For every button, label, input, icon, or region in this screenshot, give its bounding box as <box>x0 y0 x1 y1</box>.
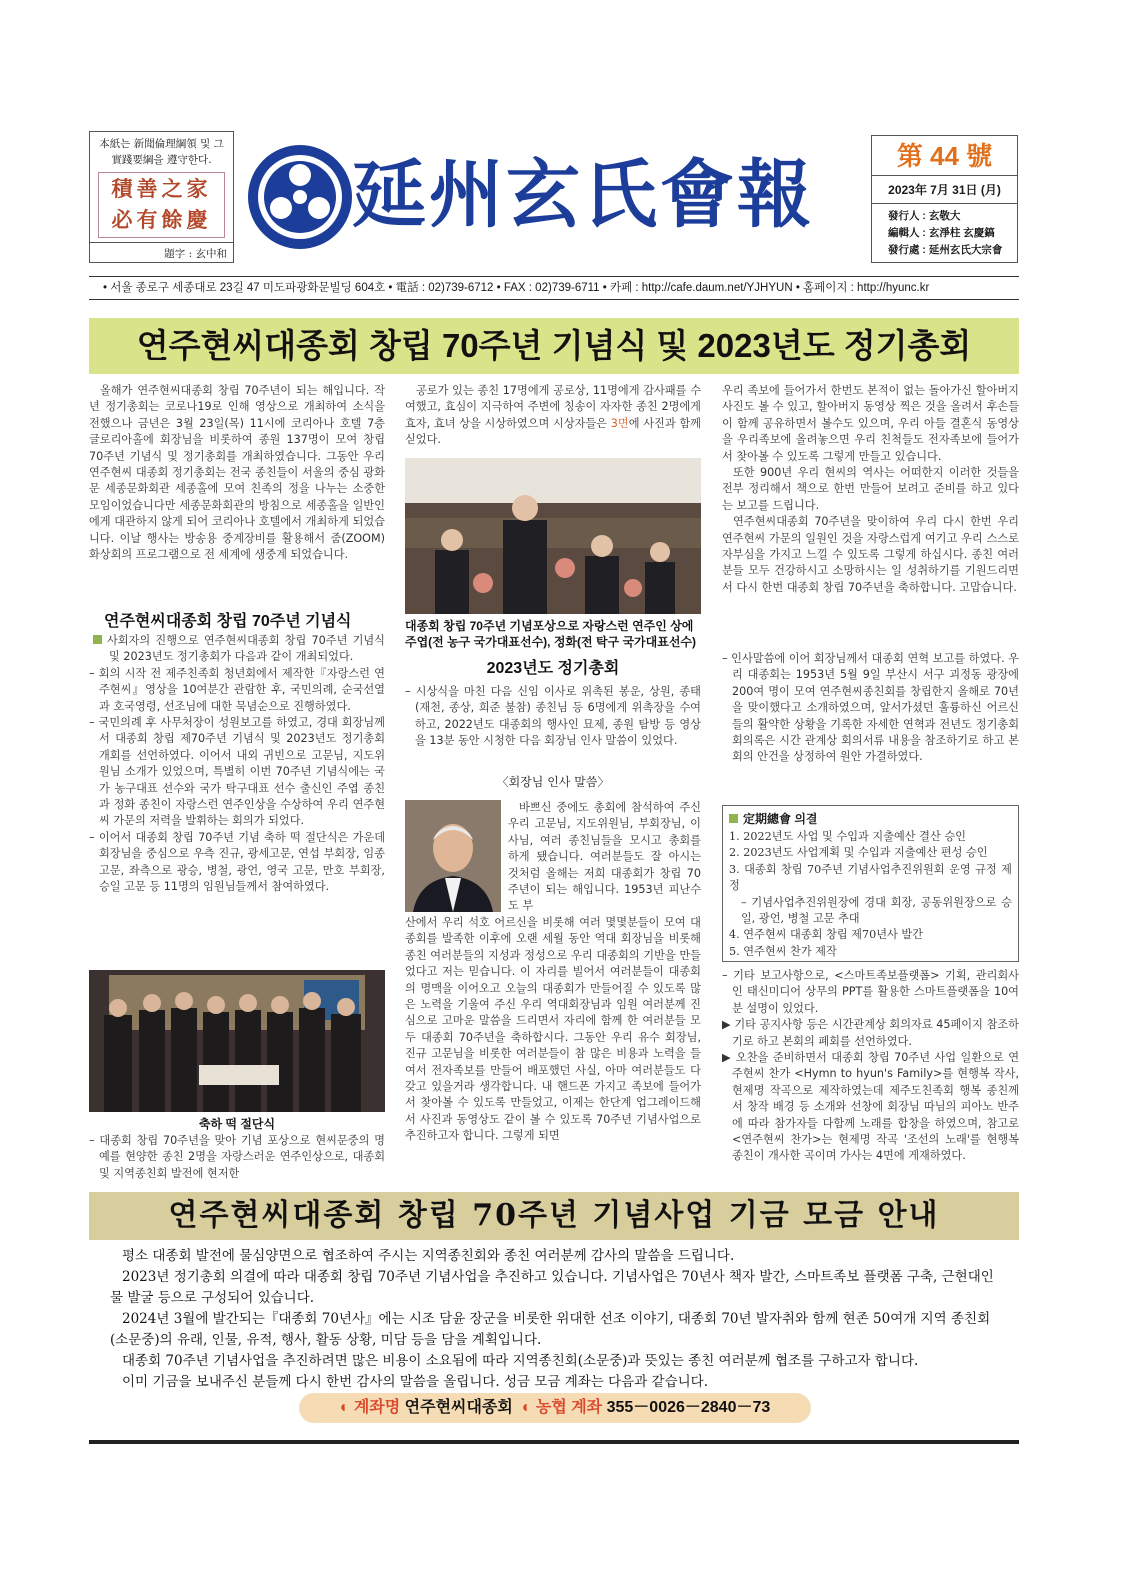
bottom-divider <box>89 1440 1019 1444</box>
closing-paragraph: 연주현씨대종회 70주년을 맞이하여 우리 다시 한번 우리 연주현씨 가문의 일원인 것을 자랑스럽게 여기고 우리 스스로 자부심을 가지고 느낄 수 있도록 그렇게 하십시다. 종친 여러분들 모두 건강하시고 소망하시는 일 성취하기를 기원드리면서 다시 한번 대종회 창립 70주년을 축하합니다. 고맙습니다. <box>722 515 1019 594</box>
issue-date: 2023年 7月 31日 (月) <box>872 176 1017 204</box>
column-1-intro <box>89 383 385 563</box>
calligraphy-box <box>98 172 225 238</box>
list-item: 2. 2023년도 사업계획 및 수입과 지출예산 편성 승인 <box>729 846 988 860</box>
history-report <box>722 651 1019 766</box>
column-1-tail <box>89 1133 385 1182</box>
staff-list <box>872 204 1017 259</box>
account-bank-label: ◐ 농협 계좌 <box>521 1399 603 1416</box>
award-paragraph: 공로가 있는 종친 17명에게 공로상, 11명에게 감사패를 수여했고, 효심이 지극하여 주변에 칭송이 자자한 종친 2명에게 효자, 효녀 상을 시상하였으며 시상자들은 3면에 사진과 함께 싣었다. <box>405 384 701 447</box>
fund-headline: 연주현씨대종회 창립 70주년 기념사업 기금 모금 안내 <box>89 1192 1019 1240</box>
bullet-square-icon <box>93 635 102 644</box>
intro-paragraph: 올해가 연주현씨대종회 창립 70주년이 되는 해입니다. 작년 정기총회는 코로나19로 인해 영상으로 개최하여 소식을 전했으나 금년은 3월 23일(목) 11시에 코리아나 호텔 7층 글로리아홀에 회장님을 비롯하여 종원 137명이 모여 창립 70주년 기념식 및 정기총회를 개최하였습니다. 그동안 우리 연주현씨 대종회 정기총회는 전국 종친들이 서울의 중심 광화문 세종문화회관 세종홀에 모여 친족의 정을 나누는 소중한 모임이었습니다만 세종문화회관의 방침으로 세종홀을 일반인에게 대관하지 않게 되어 코리아나 호텔에서 개최하게 되었습니다. 이날 행사는 방송용 중계장비를 활용해서 줌(ZOOM) 화상회의 프로그램으로 전 세계에 생중계 되었습니다. <box>89 384 385 562</box>
fund-paragraph: 대종회 70주년 기념사업을 추진하려면 많은 비용이 소요됨에 따라 지역종친회(소문중)과 뜻있는 종친 여러분께 협조를 구하고자 합니다. <box>122 1353 919 1369</box>
account-name: 연주현씨대종회 <box>404 1399 513 1416</box>
calligraphy-credit: 題字 : 玄中和 <box>90 242 233 261</box>
masthead-left-box <box>89 131 234 263</box>
general-meeting-subhead: 2023년도 정기총회 <box>486 660 620 677</box>
clan-logo <box>245 142 355 252</box>
award-photo-caption: 대종회 창립 70주년 기념포상으로 자랑스런 연주인 상에 주엽(전 농구 국가대표선수), 정화(전 탁구 국가대표선수) <box>405 619 697 649</box>
editor: 編輯人 : 玄淨柱 玄慶鎬 <box>888 227 995 239</box>
calligraphy-line-2: 必有餘慶 <box>111 207 212 232</box>
list-item: ▶ 오찬을 준비하면서 대종회 창립 70주년 사업 일환으로 연주현씨 찬가 <Hymn to hyun's Family>를 현행복 작사, 현제명 작곡으로 제작하였는데 제주도친족회 행복 종친께서 창작 배경 등 소개와 선창에 회장님 따님의 피아노 반주에 따라 참가자들 다함께 노래를 합창을 하였으며, 참고로 <연주현씨 찬가>는 현제명 작곡 '조선의 노래'를 현행복 종친이 개사한 곡이며 가사는 4면에 게재하였다. <box>722 1051 1019 1163</box>
newspaper-title: 延州玄氏會報 <box>352 152 814 238</box>
president-portrait-illustration <box>405 800 501 912</box>
greeting-side-text: 바쁘신 중에도 총회에 참석하여 주신 우리 고문님, 지도위원님, 부회장님, 이사님, 여러 종친님들을 모시고 총회를 하게 됐습니다. 여러분들도 잘 아시는 것처럼 올해는 저희 대종회가 창립 70주년이 되는 해입니다. 1953년 피난수도 부 <box>508 801 701 913</box>
column-2-top <box>405 383 701 449</box>
list-item: 4. 연주현씨 대종회 창립 제70년사 발간 <box>729 928 923 942</box>
column-3-bottom <box>722 968 1019 1165</box>
president-portrait <box>405 800 501 912</box>
fund-paragraph: 이미 기금을 보내주신 분들께 다시 한번 감사의 말씀을 올립니다. 성금 모금 계좌는 다음과 같습니다. <box>122 1374 709 1390</box>
list-item: 1. 2022년도 사업 및 수입과 지출예산 결산 승인 <box>729 830 966 843</box>
resolutions-box <box>722 805 1019 962</box>
clan-emblem-icon <box>245 142 355 252</box>
account-number: 355－0026－2840－73 <box>606 1399 771 1416</box>
column-1-body <box>89 633 385 896</box>
award-ceremony-illustration <box>405 458 701 614</box>
account-name-label: ◐ 계좌명 <box>339 1399 401 1416</box>
fund-paragraph: 2023년 정기총회 의결에 따라 대종회 창립 70주년 기념사업을 추진하고 있습니다. 기념사업은 70년사 책자 발간, 스마트족보 플랫폼 구축, 근현대인물 발굴 등으로 구성되어 있습니다. <box>110 1269 994 1306</box>
list-item: ▶ 기타 공지사항 등은 시간관계상 회의자료 45페이지 참조하기로 하고 본회의 폐회를 선언하였다. <box>722 1018 1019 1048</box>
ethics-notice: 本紙는 新聞倫理綱領 및 그 實踐要綱을 遵守한다. <box>99 138 224 166</box>
main-headline: 연주현씨대종회 창립 70주년 기념식 및 2023년도 정기총회 <box>89 318 1019 374</box>
bank-account-banner <box>299 1393 811 1423</box>
list-item: – 기념사업추진위원장에 경대 회장, 공동위원장으로 승일, 광언, 병철 고문 추대 <box>741 895 1012 926</box>
list-item: – 인사말씀에 이어 회장님께서 대종회 연혁 보고를 하였다. 우리 대종회는 1953년 5월 9일 부산시 서구 괴정동 광장에 200여 명이 모여 연주현씨종친회를 창립한지 올해로 70년을 맞이했다고 소개하였으며, 앞서가셨던 훌륭하신 어르신들의 활약한 상황을 기록한 자세한 연혁과 전년도 정기총회 회의록은 시간 관계상 회의서류 내용을 참조하기로 하고 본 회의 안건을 상정하여 원안 가결하였다. <box>722 652 1019 764</box>
greeting-title: 〈회장님 인사 말씀〉 <box>496 775 610 789</box>
list-item: 5. 연주현씨 찬가 제작 <box>729 944 837 958</box>
greeting-body: 산에서 우리 석호 어르신을 비롯해 여러 몇몇분들이 모여 대종회를 발족한 이후에 오랜 세월 동안 역대 회장님을 비롯해 종친 여러분들의 지성과 정성으로 우리 대종회의 기반을 만들었다고 저는 믿습니다. 이 자리를 빌어서 여러분들이 대종회의 명맥을 이어오고 오늘의 대종회가 만들어질 수 있도록 많은 노력을 기울여 주신 우리 역대회장님과 임원 여러분께 진심으로 고마운 말씀을 드리면서 자리에 함께 한 여러분들 모두 대종회 70주년을 축하합시다. 그동안 우리 유수 회장님, 진규 고문님을 비롯한 여러분들이 참 많은 비용과 노력을 들여서 전자족보를 만들어 배포했던 사실, 아마 여러분들도 다 갖고 있을거라 생각합니다. 내 핸드폰 가지고 족보에 들어가서 찾아볼 수 있도록 만들었고, 이제는 한단계 업그레이드해서 사진과 동영상도 같이 볼 수 있도록 70주년 기념사업으로 추진하고자 합니다. 그렇게 되면 <box>405 916 701 1143</box>
issue-number: 第 44 號 <box>872 136 1017 176</box>
award-photo <box>405 458 701 614</box>
bullet-square-icon <box>729 814 738 823</box>
list-item: – 국민의례 후 사무처장이 성원보고를 하였고, 경대 회장님께서 대종회 창립 제70주년 기념식 및 2023년도 정기총회 개회를 선언하였다. 이어서 내외 귀빈으로 고문님, 지도위원님 소개가 있었으며, 특별히 이번 70주년 기념식에는 국가 농구대표 선수와 국가 탁구대표 선수 출신인 주엽 종친과 정화 종친이 자랑스런 연주인상을 수상하여 우리 연주현씨 가문의 저력을 발휘하는 회의가 되었다. <box>89 716 385 828</box>
fund-body <box>110 1246 1005 1393</box>
address-bar: • 서울 종로구 세종대로 23길 47 미도파광화문빌딩 604호 • 電話 : 02)739-6712 • FAX : 02)739-6711 • 카페 : http://cafe.daum.net/YJHYUN • 홈페이지 : http://hyunc.kr <box>89 276 1019 300</box>
resolutions-title: 定期總會 의결 <box>729 810 1012 827</box>
cake-photo-caption: 축하 떡 절단식 <box>198 1117 276 1131</box>
ceremony-lead: 사회자의 진행으로 연주현씨대종회 창립 70주년 기념식 및 2023년도 정기총회가 다음과 같이 개최되었다. <box>89 633 385 666</box>
list-item: – 시상식을 마친 다음 신임 이사로 위촉된 봉운, 상원, 종태(재천, 종상, 희준 불참) 종친님 등 6명에게 위촉장을 수여하고, 2022년도 대종회의 행사인 묘제, 종원 탐방 등 영상을 13분 동안 시청한 다음 회장님 인사 말씀이 있었다. <box>405 685 701 748</box>
list-item: – 기타 보고사항으로, <스마트족보플랫폼> 기획, 관리회사인 태신미디어 상무의 PPT를 활용한 스마트플랫폼을 10여분 설명이 있었다. <box>722 969 1019 1015</box>
masthead-right-box <box>871 135 1018 263</box>
greeting-continued: 우리 족보에 들어가서 한번도 본적이 없는 돌아가신 할아버지 사진도 볼 수 있고, 할아버지 동영상 찍은 것을 올려서 후손들이 함께 공유하면서 볼수도 있으며, 우리 아들 결혼식 동영상을 우리족보에 올려놓으면 우리 친척들도 전자족보에 들어가서 찾아볼 수 있도록 그렇게 만들고 있습니다. <box>722 384 1019 463</box>
publishing-office: 發行處 : 延州玄氏大宗會 <box>888 244 1003 256</box>
list-item: – 회의 시작 전 제주친족회 청년회에서 제작한『자랑스런 연주현씨』영상을 10여분간 관람한 후, 국민의례, 순국선열과 호국영령, 선조님에 대한 묵념순으로 진행하였다. <box>89 666 385 713</box>
column-3-top <box>722 383 1019 596</box>
column-2-meeting <box>405 684 701 750</box>
history-book-paragraph: 또한 900년 우리 현씨의 역사는 어떠한지 이러한 것들을 전부 정리해서 책으로 한번 만들어 보려고 준비를 하고 있다는 보고를 드립니다. <box>722 466 1019 512</box>
calligraphy-line-1: 積善之家 <box>111 176 212 201</box>
list-item: – 대종회 창립 70주년을 맞아 기념 포상으로 현씨문중의 명예를 현양한 종친 2명을 자랑스러운 연주인상으로, 대종회 및 지역종친회 발전에 현저한 <box>89 1134 385 1180</box>
fund-paragraph: 2024년 3월에 발간되는『대종회 70년사』에는 시조 담윤 장군을 비롯한 위대한 선조 이야기, 대종회 70년 발자취와 함께 현존 50여개 지역 종친회(소문중)의 유래, 인물, 유적, 행사, 활동 상황, 미담 등을 담을 계획입니다. <box>110 1311 991 1348</box>
cake-cutting-illustration <box>89 970 385 1112</box>
publisher: 發行人 : 玄敬大 <box>888 210 961 222</box>
cake-cutting-photo <box>89 970 385 1112</box>
anniversary-subhead: 연주현씨대종회 창립 70주년 기념식 <box>104 613 352 630</box>
fund-paragraph: 평소 대종회 발전에 물심양면으로 협조하여 주시는 지역종친회와 종친 여러분께 감사의 말씀을 드립니다. <box>122 1248 735 1264</box>
list-item: – 이어서 대종회 창립 70주년 기념 축하 떡 절단식은 가운데 회장님을 중심으로 우측 진규, 광세고문, 연섭 부회장, 임종 고문, 좌측으로 광승, 병철, 광언, 영국 고문, 만호 부회장, 승일 고문 등 11명의 임원님들께서 참여하였다. <box>89 830 385 894</box>
list-item: 3. 대종회 창립 70주년 기념사업추진위원회 운영 규정 제정 <box>729 862 1012 893</box>
resolutions-list <box>729 829 1012 960</box>
